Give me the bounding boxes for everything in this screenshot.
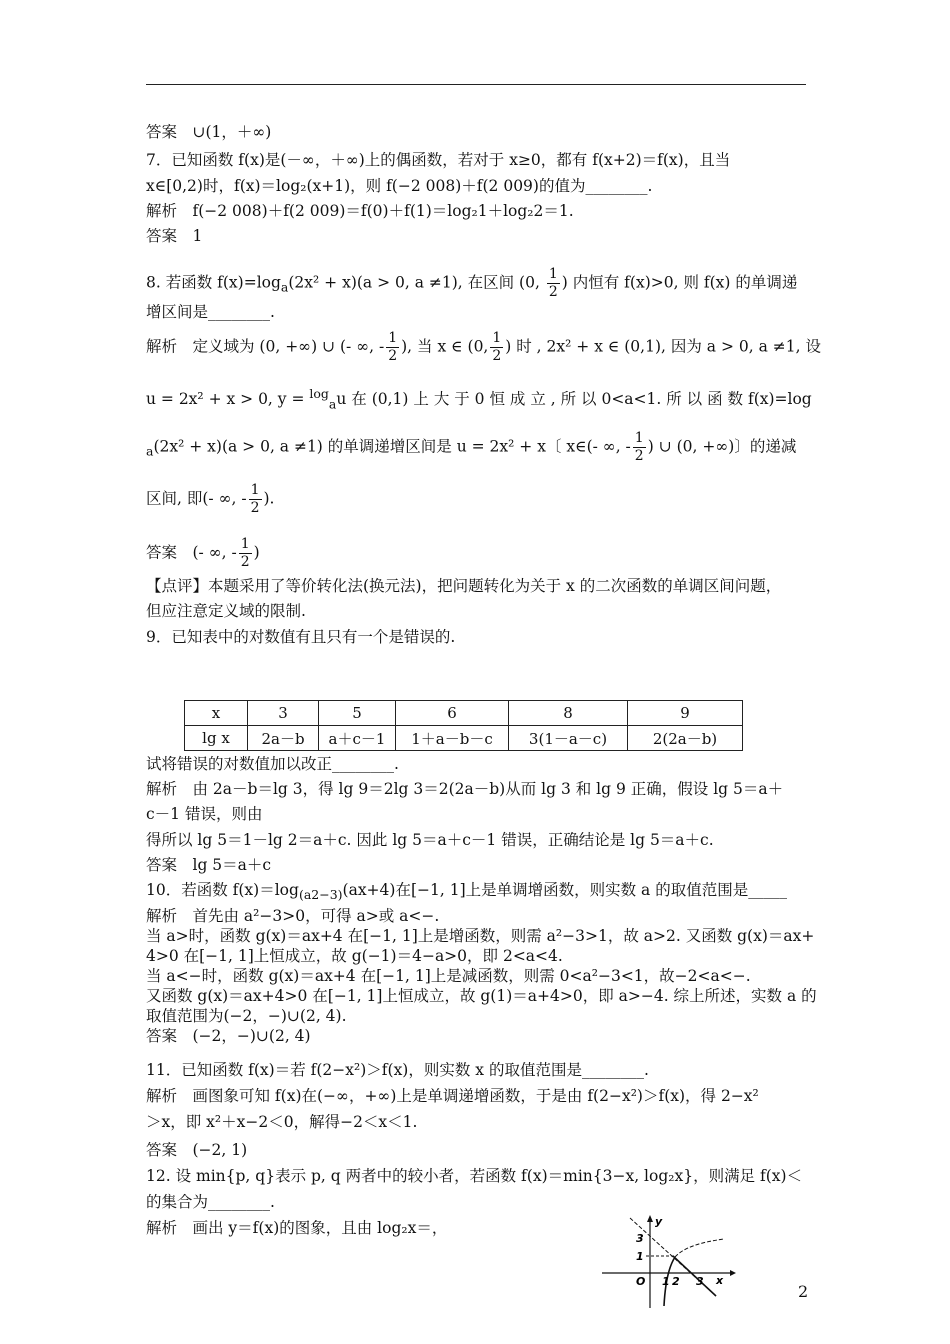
log-value-table <box>184 700 743 751</box>
x-axis-arrow <box>730 1270 736 1276</box>
solution-11-line2: ＞x，即 x²＋x−2＜0，解得−2＜x＜1. <box>146 1113 418 1131</box>
solution-10-line4: 当 a<−时，函数 g(x)＝ax+4 在[−1, 1]上是减函数，则需 0<a²−3<1，故−2<a<−. <box>146 967 751 985</box>
y-axis-label: y <box>655 1215 663 1228</box>
table-cell: 1＋a－b－c <box>396 726 509 751</box>
solution-9-line2: c－1 错误，则由 <box>146 805 263 823</box>
solution-10-line2: 当 a>时，函数 g(x)＝ax+4 在[−1, 1]上是增函数，则需 a²−3>1，故 a>2. 又函数 g(x)＝ax+ <box>146 927 815 945</box>
solution-8-line4: 区间, 即(- ∞, - $\frac{1}{2}$ ). <box>146 482 275 516</box>
solution-9-line3: 得所以 lg 5＝1－lg 2＝a＋c. 因此 lg 5＝a＋c－1 错误，正确结论是 lg 5＝a＋c. <box>146 831 714 849</box>
page-number: 2 <box>798 1282 809 1301</box>
problem-12-line1: 12. 设 min{p, q}表示 p, q 两者中的较小者，若函数 f(x)＝min{3−x, log₂x}，则满足 f(x)＜ <box>146 1167 803 1185</box>
solution-8-line3: $_a$(2x² + x)(a > 0, a ≠1) 的单调递增区间是 u = 2x² + x〔 x∈(- ∞, - $\frac{1}{2}$ ) ∪ (0, +∞)〕的递减 <box>146 430 797 464</box>
table-cell: 5 <box>319 701 396 726</box>
table-cell: 6 <box>396 701 509 726</box>
table-cell: x <box>185 701 248 726</box>
function-graph <box>598 1212 738 1310</box>
solution-8-line1: 解析 定义域为 (0, +∞) ∪ (- ∞, - $\frac{1}{2}$ ), 当 x ∈ (0, $\frac{1}{2}$ ) 时 , 2x² + x ∈ (0,1), 因为 a > 0, a ≠1, 设 <box>146 330 821 364</box>
table-cell: 2a－b <box>248 726 319 751</box>
comment-line1: 【点评】本题采用了等价转化法(换元法)，把问题转化为关于 x 的二次函数的单调区间问题， <box>146 577 782 595</box>
header-rule <box>146 84 806 85</box>
comment-line2: 但应注意定义域的限制. <box>146 602 306 620</box>
fraction-half: $\frac{1}{2}$ <box>240 536 250 570</box>
table-cell: 2(2a－b) <box>628 726 743 751</box>
solution-12-line1: 解析 画出 y＝f(x)的图象，且由 log₂x＝， <box>146 1219 448 1237</box>
origin-label: O <box>636 1275 646 1288</box>
answer-6: 答案 ∪(1，＋∞) <box>146 123 272 141</box>
solution-10-line5: 又函数 g(x)＝ax+4>0 在[−1, 1]上恒成立，故 g(1)＝a+4>0，即 a>−4. 综上所述，实数 a 的 <box>146 987 817 1005</box>
table-cell: 3 <box>248 701 319 726</box>
problem-11: 11．已知函数 f(x)＝若 f(2−x²)＞f(x)，则实数 x 的取值范围是________. <box>146 1061 649 1079</box>
solution-10-line6: 取值范围为(−2，−)∪(2, 4). <box>146 1007 347 1025</box>
x-tick-label: 3 <box>696 1275 704 1288</box>
answer-9: 答案 lg 5＝a＋c <box>146 856 272 874</box>
problem-12-line2: 的集合为________. <box>146 1193 275 1211</box>
table-cell: a＋c－1 <box>319 726 396 751</box>
problem-10: 10．若函数 $f(x)=\log_{(a2-3)}(ax+4)$在[−1, 1]上是单调增函数，则实数 a 的取值范围是_____ <box>146 881 787 903</box>
fraction-half: $\frac{1}{2}$ <box>548 266 558 300</box>
solution-9-line1: 解析 由 2a－b＝lg 3，得 lg 9＝2lg 3＝2(2a－b)从而 lg 3 和 lg 9 正确，假设 lg 5＝a＋ <box>146 780 784 798</box>
answer-7: 答案 1 <box>146 227 203 245</box>
x-tick-label: 1 <box>662 1275 670 1288</box>
table-cell: 3(1－a－c) <box>509 726 628 751</box>
fraction-half: $\frac{1}{2}$ <box>634 430 644 464</box>
fraction-half: $\frac{1}{2}$ <box>388 330 398 364</box>
x-axis-label: x <box>716 1274 724 1287</box>
table-cell: 9 <box>628 701 743 726</box>
solution-10-line1: 解析 首先由 a²−3>0，可得 a>或 a<−. <box>146 907 440 925</box>
problem-7-line1: 7．已知函数 f(x)是(－∞，＋∞)上的偶函数，若对于 x≥0，都有 f(x+2)＝f(x)，且当 <box>146 151 731 169</box>
problem-7-line2: x∈[0,2)时，f(x)＝log₂(x+1)，则 f(−2 008)＋f(2 009)的值为________. <box>146 177 653 195</box>
answer-11: 答案 (−2, 1) <box>146 1141 248 1159</box>
table-row <box>185 726 743 751</box>
x-tick-label: 2 <box>672 1275 680 1288</box>
problem-8-line2: 增区间是________. <box>146 303 275 321</box>
table-cell: 8 <box>509 701 628 726</box>
y-tick-label: 1 <box>636 1250 644 1263</box>
solution-10-line3: 4>0 在[−1, 1]上恒成立，故 g(−1)＝4−a>0，即 2<a<4. <box>146 947 563 965</box>
log-curve-dashed <box>675 1239 724 1257</box>
problem-8-line1: 8. 若函数 $f(x)=\log_a(2x^2 + x)(a > 0$, a ≠1), 在区间 (0, $\frac{1}{2}$ ) 内恒有 f(x)>0, 则 f(x) 的单调递 <box>146 266 798 300</box>
answer-10: 答案 (−2，−)∪(2, 4) <box>146 1027 311 1045</box>
fraction-half: $\frac{1}{2}$ <box>492 330 502 364</box>
solution-8-line2: u = 2x² + x > 0, y = $^{log}_a$u 在 (0,1) 上 大 于 0 恒 成 立 , 所 以 0<a<1. 所 以 函 数 f(x)=log <box>146 386 812 412</box>
problem-9-question: 试将错误的对数值加以改正________. <box>146 755 399 773</box>
table-cell: lg x <box>185 726 248 751</box>
answer-8: 答案 (- ∞, - $\frac{1}{2}$ ) <box>146 536 260 570</box>
solution-7: 解析 f(−2 008)＋f(2 009)＝f(0)＋f(1)＝log₂1＋log₂2＝1. <box>146 202 574 220</box>
y-tick-label: 3 <box>636 1232 644 1245</box>
fraction-half: $\frac{1}{2}$ <box>250 482 260 516</box>
y-axis-arrow <box>647 1215 653 1222</box>
problem-9: 9．已知表中的对数值有且只有一个是错误的. <box>146 628 456 646</box>
table-row <box>185 701 743 726</box>
solution-11-line1: 解析 画图象可知 f(x)在(−∞，+∞)上是单调递增函数，于是由 f(2−x²)＞f(x)，得 2−x² <box>146 1087 759 1105</box>
